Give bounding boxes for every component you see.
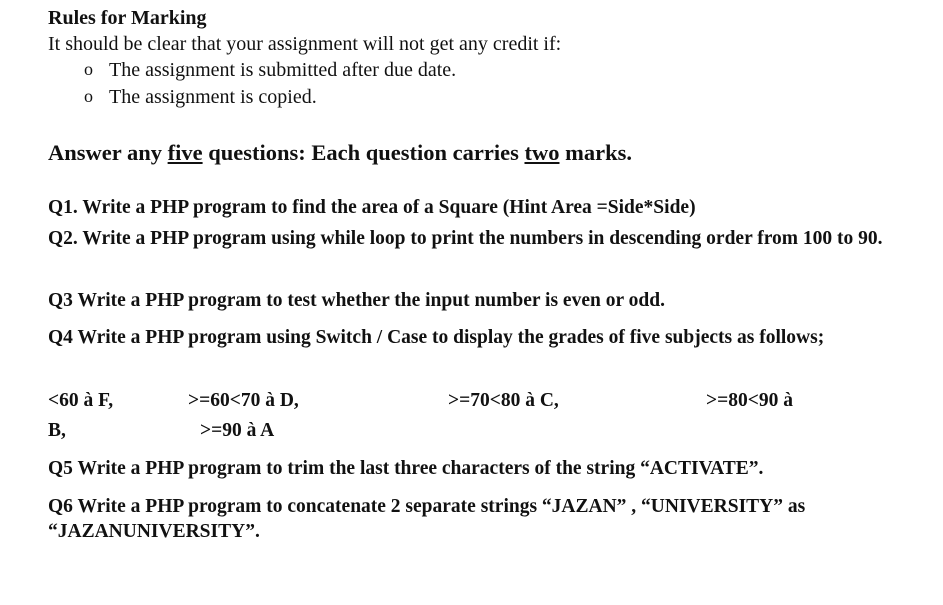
rule-item — [84, 86, 684, 112]
rule-item — [84, 59, 684, 85]
grade-rule: >=90 à A — [200, 420, 275, 441]
instruction-underlined-marks: two — [524, 140, 560, 165]
answer-instruction — [48, 140, 632, 166]
grade-rule: >=70<80 à C, — [448, 390, 559, 411]
bullet-circle-icon: o — [84, 59, 93, 79]
grade-rule: >=60<70 à D, — [188, 390, 299, 411]
grade-rule: B, — [48, 420, 66, 441]
question-4: Q4 Write a PHP program using Switch / Case to display the grades of five subjects as follows; — [48, 327, 825, 348]
question-3: Q3 Write a PHP program to test whether the input number is even or odd. — [48, 290, 665, 311]
instruction-underlined-count: five — [167, 140, 203, 165]
grade-rule: <60 à F, — [48, 390, 114, 411]
bullet-circle-icon: o — [84, 86, 93, 106]
rules-title: Rules for Marking — [48, 7, 207, 29]
question-6: Q6 Write a PHP program to concatenate 2 separate strings “JAZAN” , “UNIVERSITY” as “JAZANUNIVERSITY”. — [48, 496, 806, 542]
question-5: Q5 Write a PHP program to trim the last three characters of the string “ACTIVATE”. — [48, 458, 764, 479]
rules-intro: It should be clear that your assignment will not get any credit if: — [48, 33, 562, 55]
question-2: Q2. Write a PHP program using while loop to print the numbers in descending order from 100 to 90. — [48, 228, 883, 249]
rule-item-text: The assignment is submitted after due date. — [109, 59, 457, 81]
instruction-text: marks. — [559, 140, 632, 165]
rule-item-text: The assignment is copied. — [109, 86, 317, 108]
instruction-text: questions: Each question carries — [202, 140, 525, 165]
question-1: Q1. Write a PHP program to find the area of a Square (Hint Area =Side*Side) — [48, 197, 696, 218]
instruction-text: Answer any — [48, 140, 168, 165]
grade-rule: >=80<90 à — [706, 390, 793, 411]
